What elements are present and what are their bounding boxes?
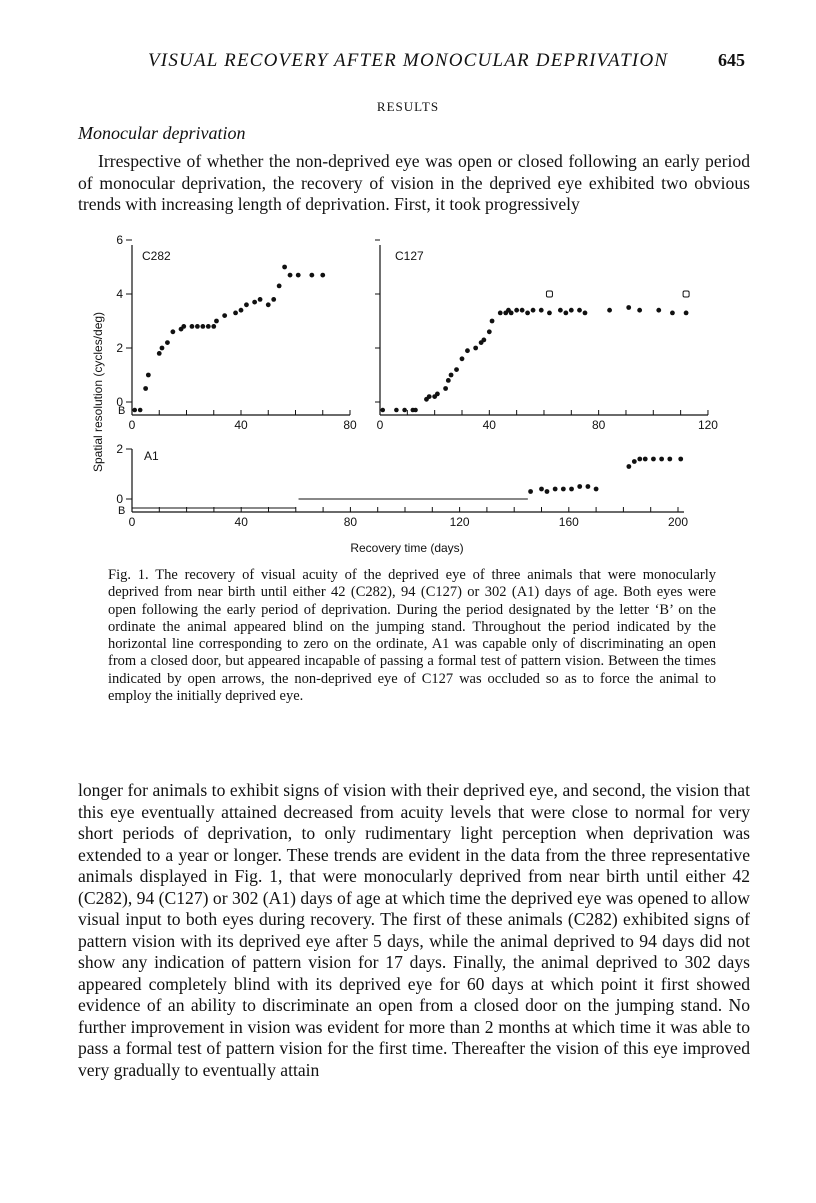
c282-xtick-label: 0 bbox=[128, 418, 136, 432]
c127-data-point bbox=[446, 378, 451, 383]
c127-data-point bbox=[509, 311, 514, 316]
c127-data-point bbox=[460, 356, 465, 361]
c127-data-point bbox=[490, 319, 495, 324]
c282-data-point bbox=[277, 284, 282, 289]
c127-data-point bbox=[443, 386, 448, 391]
figure-1 bbox=[80, 232, 760, 562]
a1-data-point bbox=[561, 487, 566, 492]
running-head bbox=[0, 50, 816, 78]
c282-data-point bbox=[157, 351, 162, 356]
c282-ytick-label: 0 bbox=[116, 395, 123, 409]
c127-data-point bbox=[487, 329, 492, 334]
c127-blind-point bbox=[413, 408, 418, 413]
a1-data-point bbox=[651, 457, 656, 462]
c282-xtick-label: 80 bbox=[343, 418, 357, 432]
a1-data-point bbox=[539, 487, 544, 492]
a1-xtick-label: 40 bbox=[234, 515, 248, 529]
c127-data-point bbox=[569, 308, 574, 313]
c127-data-point bbox=[454, 367, 459, 372]
c282-blind-point bbox=[138, 408, 143, 413]
c127-data-point bbox=[684, 311, 689, 316]
c127-data-point bbox=[520, 308, 525, 313]
a1-data-point bbox=[659, 457, 664, 462]
figure-caption: Fig. 1. The recovery of visual acuity of the deprived eye of three animals that were monocularly deprived from near birth until either 42 (C282), 94 (C127) or 302 (A1) days of age. Both eyes were open following the early period of deprivation. During the period designated by the letter ‘B’ on the ordinate the animal appeared blind on the jumping stand. Throughout the period indicated by the horizontal line corresponding to zero on the ordinate, A1 was capable only of discriminating an open from a closed door, but appeared incapable of passing a formal test of pattern vision. Between the times indicated by open arrows, the non-deprived eye of C127 was occluded so as to force the animal to employ the initially deprived eye. bbox=[108, 567, 716, 705]
c282-data-point bbox=[206, 324, 211, 329]
a1-xtick-label: 160 bbox=[558, 515, 579, 529]
panel-c282 bbox=[116, 233, 357, 432]
c282-ytick-label: 2 bbox=[116, 341, 123, 355]
c127-data-point bbox=[449, 373, 454, 378]
a1-data-point bbox=[569, 487, 574, 492]
c127-data-point bbox=[525, 311, 530, 316]
figure-1-chart bbox=[80, 232, 760, 562]
a1-title: A1 bbox=[144, 449, 159, 463]
c127-title: C127 bbox=[395, 249, 424, 263]
page-number: 645 bbox=[718, 50, 745, 70]
c282-xtick-label: 40 bbox=[234, 418, 248, 432]
c282-data-point bbox=[170, 329, 175, 334]
panel-a1 bbox=[116, 442, 688, 529]
y-axis-label: Spatial resolution (cycles/deg) bbox=[91, 311, 105, 473]
c282-data-point bbox=[296, 273, 301, 278]
a1-xtick-label: 120 bbox=[449, 515, 470, 529]
section-heading: RESULTS bbox=[376, 99, 440, 114]
c127-data-point bbox=[558, 308, 563, 313]
c127-data-point bbox=[563, 311, 568, 316]
c282-data-point bbox=[309, 273, 314, 278]
c127-blind-point bbox=[380, 408, 385, 413]
c282-data-point bbox=[266, 302, 271, 307]
a1-data-point bbox=[667, 457, 672, 462]
paragraph-results: longer for animals to exhibit signs of vision with their deprived eye, and second, the vision that this eye eventually attained decreased from acuity levels that were close to normal for very short periods of deprivation, to only rudimentary light perception when deprivation was extended to a year or longer. These trends are evident in the data from the three representative animals displayed in Fig. 1, that were monocularly deprived from near birth until either 42 (C282), 94 (C127) or 302 (A1) days of age at which time the deprived eye was opened to allow visual input to both eyes during recovery. The first of these animals (C282) exhibited signs of pattern vision with its deprived eye after 5 days, while the animal deprived to 94 days did not show any indication of pattern vision for 17 days. Finally, the animal deprived to 302 days appeared completely blind with its deprived eye for 60 days at which point it first showed evidence of an ability to discriminate an open from a closed door on the jumping stand. No further improvement in vision was evident for more than 2 months at which time it was able to pass a formal test of pattern vision for the first time. Thereafter the vision of this eye improved very gradually to eventually attain bbox=[78, 780, 750, 1080]
c282-title: C282 bbox=[142, 249, 171, 263]
c127-blind-point bbox=[402, 408, 407, 413]
a1-data-point bbox=[637, 457, 642, 462]
c282-data-point bbox=[320, 273, 325, 278]
c282-data-point bbox=[143, 386, 148, 391]
c282-data-point bbox=[239, 308, 244, 313]
c282-data-point bbox=[160, 346, 165, 351]
paragraph-intro: Irrespective of whether the non-deprived eye was open or closed following an early period of monocular deprivation, the recovery of vision in the deprived eye exhibited two obvious trends with increasing length of deprivation. First, it took progressively bbox=[78, 151, 750, 214]
c127-data-point bbox=[465, 348, 470, 353]
c127-data-point bbox=[583, 311, 588, 316]
a1-data-point bbox=[553, 487, 558, 492]
c282-data-point bbox=[271, 297, 276, 302]
c282-data-point bbox=[190, 324, 195, 329]
c282-data-point bbox=[222, 313, 227, 318]
c282-data-point bbox=[165, 340, 170, 345]
c127-data-point bbox=[656, 308, 661, 313]
c282-data-point bbox=[258, 297, 263, 302]
a1-data-point bbox=[632, 459, 637, 464]
c282-blind-point bbox=[132, 408, 137, 413]
c282-data-point bbox=[200, 324, 205, 329]
x-axis-label: Recovery time (days) bbox=[350, 541, 464, 555]
running-head-title: VISUAL RECOVERY AFTER MONOCULAR DEPRIVATION bbox=[148, 50, 669, 71]
a1-ytick-label: 2 bbox=[116, 442, 123, 456]
c282-data-point bbox=[195, 324, 200, 329]
a1-data-point bbox=[577, 484, 582, 489]
c282-data-point bbox=[181, 324, 186, 329]
c127-data-point bbox=[435, 392, 440, 397]
c127-occlusion-marker bbox=[683, 291, 689, 297]
c127-data-point bbox=[577, 308, 582, 313]
c127-data-point bbox=[626, 305, 631, 310]
c282-data-point bbox=[252, 300, 257, 305]
c127-xtick-label: 80 bbox=[591, 418, 606, 432]
c127-data-point bbox=[547, 311, 552, 316]
c127-data-point bbox=[670, 311, 675, 316]
c127-data-point bbox=[481, 338, 486, 343]
a1-data-point bbox=[594, 487, 599, 492]
c282-data-point bbox=[244, 302, 249, 307]
c282-data-point bbox=[288, 273, 293, 278]
c282-data-point bbox=[214, 319, 219, 324]
c127-occlusion-marker bbox=[546, 291, 552, 297]
c127-data-point bbox=[498, 311, 503, 316]
c127-xtick-label: 120 bbox=[697, 418, 718, 432]
a1-data-point bbox=[643, 457, 648, 462]
c282-data-point bbox=[146, 373, 151, 378]
c127-data-point bbox=[539, 308, 544, 313]
c282-blind-label: B bbox=[118, 405, 126, 417]
c282-ytick-label: 6 bbox=[116, 233, 123, 247]
a1-data-point bbox=[528, 489, 533, 494]
a1-data-point bbox=[545, 489, 550, 494]
panel-c127 bbox=[375, 240, 718, 432]
c282-data-point bbox=[282, 265, 287, 270]
a1-data-point bbox=[586, 484, 591, 489]
c282-data-point bbox=[233, 311, 238, 316]
a1-blind-label: B bbox=[118, 505, 126, 517]
subsection-heading: Monocular deprivation bbox=[78, 123, 246, 143]
c127-xtick-label: 40 bbox=[482, 418, 496, 432]
c282-data-point bbox=[211, 324, 216, 329]
c282-ytick-label: 4 bbox=[116, 287, 123, 301]
c127-data-point bbox=[531, 308, 536, 313]
c127-data-point bbox=[637, 308, 642, 313]
a1-data-point bbox=[626, 464, 631, 469]
a1-data-point bbox=[678, 457, 683, 462]
c127-data-point bbox=[607, 308, 612, 313]
c127-data-point bbox=[473, 346, 478, 351]
c127-data-point bbox=[514, 308, 519, 313]
c127-blind-point bbox=[394, 408, 399, 413]
c127-data-point bbox=[427, 394, 432, 399]
a1-ytick-label: 0 bbox=[116, 492, 123, 506]
a1-xtick-label: 200 bbox=[667, 515, 689, 529]
c127-xtick-label: 0 bbox=[376, 418, 384, 432]
a1-xtick-label: 0 bbox=[128, 515, 136, 529]
a1-xtick-label: 80 bbox=[343, 515, 358, 529]
